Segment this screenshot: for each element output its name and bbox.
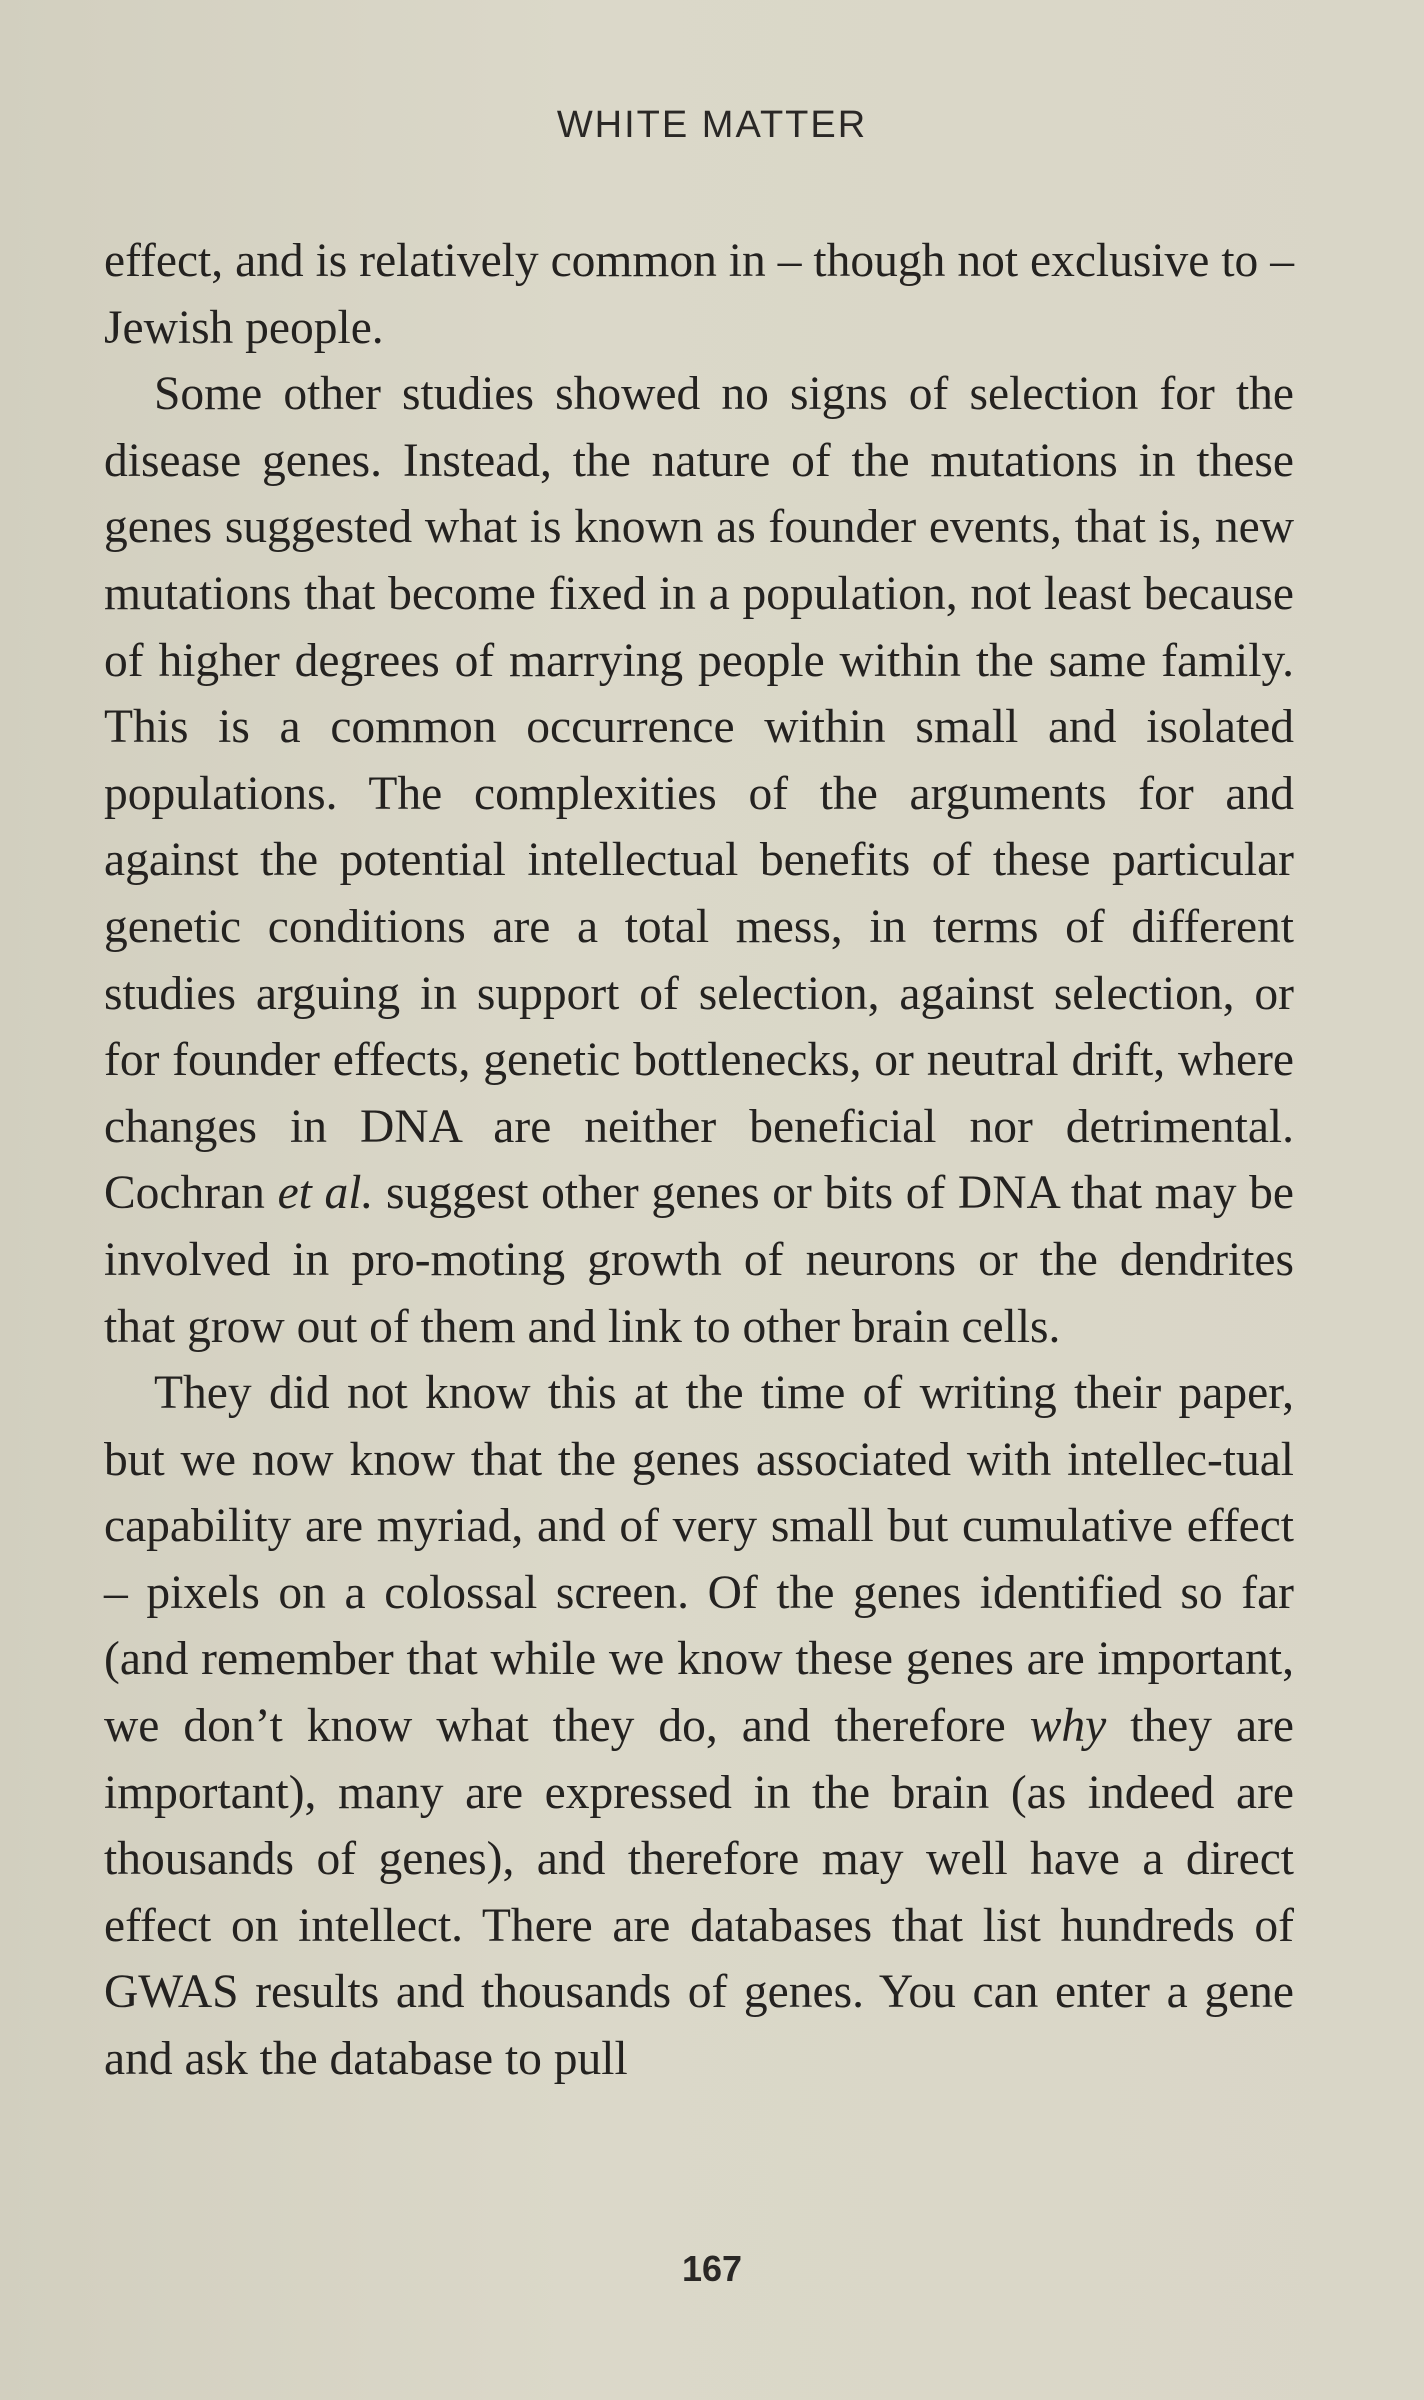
paragraph-2-text-a: Some other studies showed no signs of selection for the disease genes. Instead, the nature of the mutations in these genes suggested what is known as founder events, that is, new mutations that become fixed in a population, not least because of higher degrees of marrying people within the same family. This is a common occurrence within small and isolated populations. The complexities of the arguments for and against the potential intellectual benefits of these particular genetic conditions are a total mess, in terms of different studies arguing in support of selection, against selection, or for founder effects, genetic bottlenecks, or neutral drift, where changes in DNA are neither beneficial nor detrimental. Cochran	[104, 368, 1294, 1220]
paragraph-3	[104, 1360, 1294, 2093]
page-number: 167	[681, 2248, 743, 2289]
paragraph-3-italic-why: why	[1029, 1700, 1107, 1753]
paragraph-2-text-b: suggest other genes or bits of DNA that may be involved in pro-moting growth of neurons or the dendrites that grow out of them and link to other brain cells.	[104, 1167, 1295, 1353]
paragraph-2	[104, 361, 1294, 1360]
body-text	[104, 228, 1294, 2093]
paragraph-1	[104, 228, 1294, 361]
paragraph-1-text: effect, and is relatively common in – though not exclusive to – Jewish people.	[104, 235, 1294, 354]
paragraph-3-text-b: they are important), many are expressed in the brain (as indeed are thousands of genes), and therefore may well have a direct effect on intellect. There are databases that list hundreds of GWAS results and thousands of genes. You can enter a gene and ask the database to pull	[104, 1700, 1294, 2086]
running-head: WHITE MATTER	[556, 104, 868, 146]
paragraph-3-text-a: They did not know this at the time of writing their paper, but we now know that the genes associated with intellec-tual capability are myriad, and of very small but cumulative effect – pixels on a colossal screen. Of the genes identified so far (and remember that while we know these genes are important, we don’t know what they do, and therefore	[104, 1367, 1294, 1753]
paragraph-2-italic-et-al: et al.	[277, 1167, 374, 1220]
